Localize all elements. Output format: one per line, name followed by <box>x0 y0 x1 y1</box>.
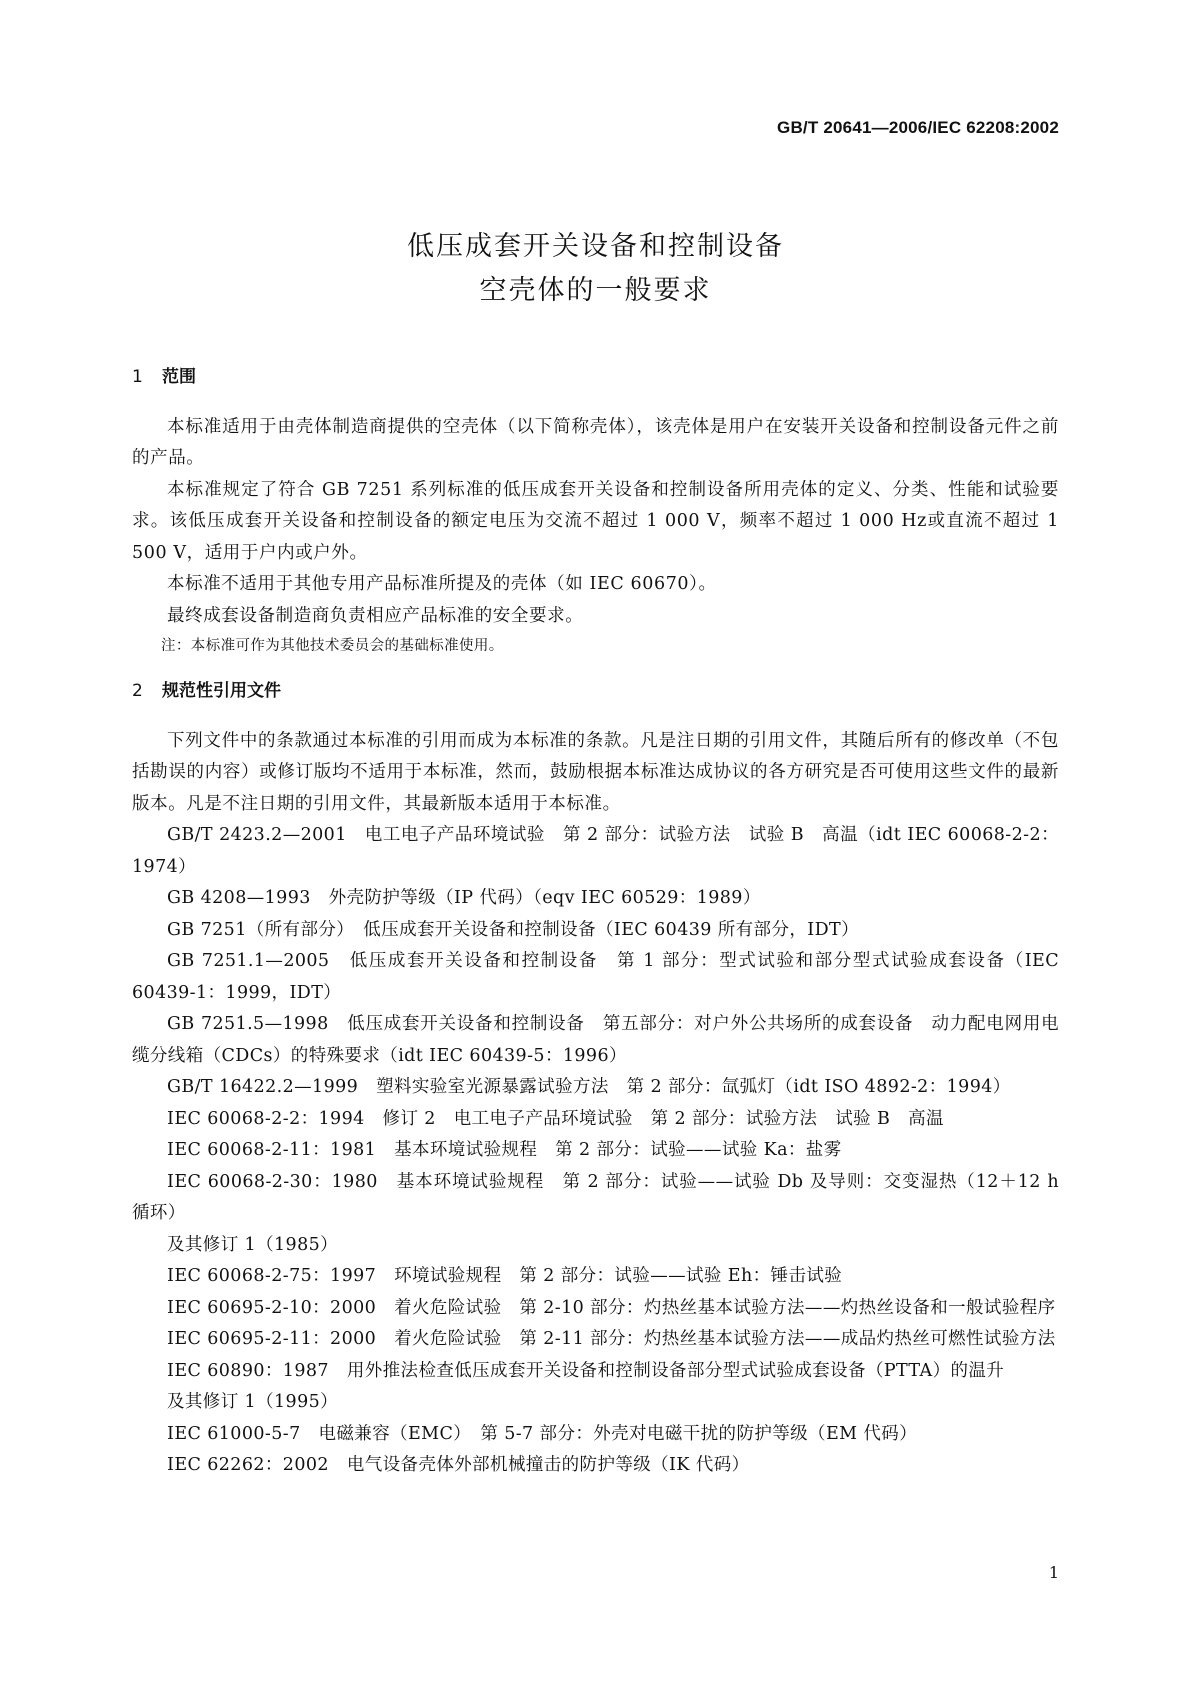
reference-entry: GB 7251.1—2005 低压成套开关设备和控制设备 第 1 部分：型式试验和部分型式试验成套设备（IEC 60439-1：1999，IDT） <box>132 951 1059 1003</box>
reference-entry: IEC 61000-5-7 电磁兼容（EMC） 第 5-7 部分：外壳对电磁干扰的防护等级（EM 代码） <box>167 1423 918 1444</box>
paragraph: 本标准适用于由壳体制造商提供的空壳体（以下简称壳体），该壳体是用户在安装开关设备和控制设备元件之前的产品。 <box>132 416 1059 468</box>
section-title: 范围 <box>162 367 196 387</box>
title-line-1: 低压成套开关设备和控制设备 <box>407 231 784 262</box>
reference-entry: IEC 60695-2-11：2000 着火危险试验 第 2-11 部分：灼热丝基本试验方法——成品灼热丝可燃性试验方法 <box>167 1329 1056 1349</box>
reference-entry: IEC 60068-2-75：1997 环境试验规程 第 2 部分：试验——试验 Eh：锤击试验 <box>167 1266 843 1286</box>
reference-entry: 及其修订 1（1995） <box>167 1392 339 1412</box>
reference-entry: GB 7251.5—1998 低压成套开关设备和控制设备 第五部分：对户外公共场所的成套设备 动力配电网用电缆分线箱（CDCs）的特殊要求（idt IEC 60439-5：1996） <box>132 1014 1059 1066</box>
reference-entry: IEC 60695-2-10：2000 着火危险试验 第 2-10 部分：灼热丝基本试验方法——灼热丝设备和一般试验程序 <box>167 1297 1056 1318</box>
paragraph: 本标准不适用于其他专用产品标准所提及的壳体（如 IEC 60670）。 <box>167 574 717 594</box>
reference-entry: IEC 62262：2002 电气设备壳体外部机械撞击的防护等级（IK 代码） <box>167 1455 750 1475</box>
reference-list <box>132 820 1059 1482</box>
section-number: 1 <box>132 367 143 387</box>
page-number: 1 <box>1048 1563 1059 1582</box>
paragraph: 本标准规定了符合 GB 7251 系列标准的低压成套开关设备和控制设备所用壳体的定义、分类、性能和试验要求。该低压成套开关设备和控制设备的额定电压为交流不超过 1 000 V，频率不超过 1 000 Hz或直流不超过 1 500 V，适用于户内或户外。 <box>132 479 1059 563</box>
reference-entry: GB 7251（所有部分） 低压成套开关设备和控制设备（IEC 60439 所有部分，IDT） <box>167 919 859 940</box>
section-2-heading <box>132 676 1059 708</box>
section-number: 2 <box>132 681 143 701</box>
document-body <box>132 362 1059 1482</box>
reference-entry: GB 4208—1993 外壳防护等级（IP 代码）（eqv IEC 60529：1989） <box>167 888 761 908</box>
reference-entry: 及其修订 1（1985） <box>167 1234 339 1255</box>
reference-entry: IEC 60890：1987 用外推法检查低压成套开关设备和控制设备部分型式试验成套设备（PTTA）的温升 <box>167 1360 1005 1381</box>
reference-entry: GB/T 2423.2—2001 电工电子产品环境试验 第 2 部分：试验方法 试验 B 高温（idt IEC 60068-2-2：1974） <box>132 825 1059 877</box>
title-line-2: 空壳体的一般要求 <box>479 275 712 306</box>
paragraph: 下列文件中的条款通过本标准的引用而成为本标准的条款。凡是注日期的引用文件，其随后所有的修改单（不包括勘误的内容）或修订版均不适用于本标准，然而，鼓励根据本标准达成协议的各方研究是否可使用这些文件的最新版本。凡是不注日期的引用文件，其最新版本适用于本标准。 <box>132 730 1059 814</box>
document-title <box>0 225 1191 313</box>
section-title: 规范性引用文件 <box>162 681 281 701</box>
reference-entry: GB/T 16422.2—1999 塑料实验室光源暴露试验方法 第 2 部分：氙弧灯（idt ISO 4892-2：1994） <box>167 1077 1011 1097</box>
note: 注：本标准可作为其他技术委员会的基础标准使用。 <box>161 638 504 654</box>
reference-entry: IEC 60068-2-2：1994 修订 2 电工电子产品环境试验 第 2 部分：试验方法 试验 B 高温 <box>167 1108 944 1129</box>
reference-entry: IEC 60068-2-11：1981 基本环境试验规程 第 2 部分：试验——试验 Ka：盐雾 <box>167 1140 842 1160</box>
section-1-heading <box>132 362 1059 394</box>
standard-code-header: GB/T 20641—2006/IEC 62208:2002 <box>777 118 1059 137</box>
reference-entry: IEC 60068-2-30：1980 基本环境试验规程 第 2 部分：试验——试验 Db 及导则：交变湿热（12＋12 h 循环） <box>132 1171 1059 1223</box>
paragraph: 最终成套设备制造商负责相应产品标准的安全要求。 <box>167 605 584 626</box>
